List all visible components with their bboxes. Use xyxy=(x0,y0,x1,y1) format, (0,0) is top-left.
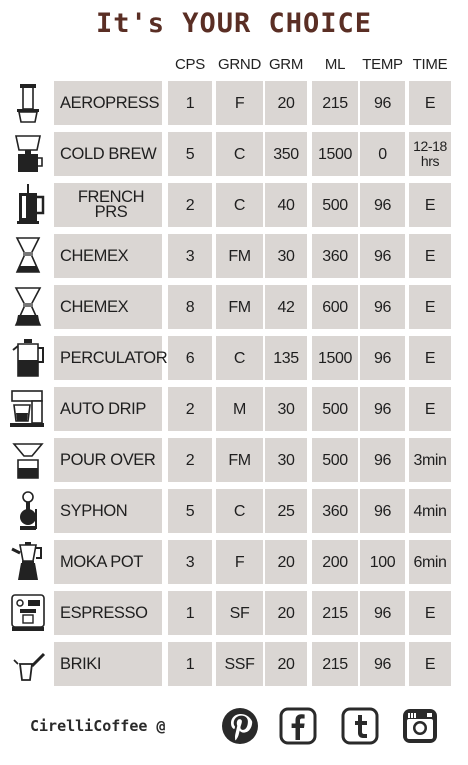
method-name: MOKA POT xyxy=(54,540,162,584)
cell-cps: 1 xyxy=(168,591,212,635)
cell-grm: 20 xyxy=(265,642,307,686)
cell-grnd: C xyxy=(216,132,263,176)
cell-temp: 96 xyxy=(360,81,405,125)
cell-cps: 2 xyxy=(168,438,212,482)
method-name: PERCULATOR xyxy=(54,336,162,380)
percolator-icon xyxy=(8,336,48,380)
cell-cps: 5 xyxy=(168,132,212,176)
page-title: It's YOUR CHOICE xyxy=(95,8,373,39)
cell-time: E xyxy=(409,81,451,125)
cell-grm: 20 xyxy=(265,540,307,584)
cell-time: E xyxy=(409,336,451,380)
cell-temp: 96 xyxy=(360,387,405,431)
cell-grnd: F xyxy=(216,540,263,584)
cell-grnd: C xyxy=(216,183,263,227)
auto-drip-icon xyxy=(8,387,48,431)
cell-grm: 20 xyxy=(265,591,307,635)
cell-temp: 96 xyxy=(360,642,405,686)
pinterest-icon[interactable] xyxy=(220,706,260,746)
cold-brew-icon xyxy=(8,132,48,176)
cell-temp: 96 xyxy=(360,438,405,482)
cell-cps: 6 xyxy=(168,336,212,380)
cell-temp: 96 xyxy=(360,183,405,227)
chemex-large-icon xyxy=(8,285,48,329)
cell-time: 6min xyxy=(409,540,451,584)
cell-ml: 360 xyxy=(312,489,358,533)
cell-ml: 215 xyxy=(312,642,358,686)
method-name: CHEMEX xyxy=(54,285,162,329)
column-header-grm: GRM xyxy=(268,56,304,73)
method-name: AUTO DRIP xyxy=(54,387,162,431)
cell-grm: 30 xyxy=(265,438,307,482)
cell-ml: 215 xyxy=(312,591,358,635)
cell-grnd: SSF xyxy=(216,642,263,686)
cell-cps: 2 xyxy=(168,183,212,227)
cell-cps: 3 xyxy=(168,234,212,278)
cell-grnd: C xyxy=(216,489,263,533)
cell-grnd: SF xyxy=(216,591,263,635)
cell-temp: 96 xyxy=(360,591,405,635)
cell-ml: 1500 xyxy=(312,132,358,176)
cell-cps: 2 xyxy=(168,387,212,431)
cell-grm: 42 xyxy=(265,285,307,329)
cell-cps: 3 xyxy=(168,540,212,584)
method-name: SYPHON xyxy=(54,489,162,533)
chemex-icon xyxy=(8,234,48,278)
espresso-icon xyxy=(8,591,48,635)
facebook-icon[interactable] xyxy=(278,706,318,746)
brand-handle: CirelliCoffee @ xyxy=(30,717,166,735)
cell-ml: 360 xyxy=(312,234,358,278)
cell-ml: 215 xyxy=(312,81,358,125)
cell-grnd: FM xyxy=(216,285,263,329)
cell-time: 12-18 hrs xyxy=(409,132,451,176)
cell-grnd: M xyxy=(216,387,263,431)
cell-cps: 8 xyxy=(168,285,212,329)
cell-ml: 500 xyxy=(312,387,358,431)
cell-grm: 135 xyxy=(265,336,307,380)
method-name: ESPRESSO xyxy=(54,591,162,635)
syphon-icon xyxy=(8,489,48,533)
cell-cps: 5 xyxy=(168,489,212,533)
cell-ml: 500 xyxy=(312,183,358,227)
cell-temp: 96 xyxy=(360,234,405,278)
cell-time: 3min xyxy=(409,438,451,482)
column-header-cps: CPS xyxy=(175,56,205,73)
column-header-temp: TEMP xyxy=(362,56,403,73)
cell-time: E xyxy=(409,642,451,686)
cell-temp: 100 xyxy=(360,540,405,584)
cell-temp: 96 xyxy=(360,285,405,329)
cell-grnd: F xyxy=(216,81,263,125)
moka-pot-icon xyxy=(8,540,48,584)
cell-grm: 30 xyxy=(265,234,307,278)
cell-grnd: FM xyxy=(216,438,263,482)
cell-time: E xyxy=(409,387,451,431)
cell-temp: 0 xyxy=(360,132,405,176)
cell-grm: 30 xyxy=(265,387,307,431)
cell-ml: 600 xyxy=(312,285,358,329)
cell-grm: 40 xyxy=(265,183,307,227)
tumblr-icon[interactable] xyxy=(340,706,380,746)
cell-grm: 350 xyxy=(265,132,307,176)
column-header-time: TIME xyxy=(412,56,448,73)
cell-temp: 96 xyxy=(360,336,405,380)
column-header-ml: ML xyxy=(324,56,346,73)
method-name: CHEMEX xyxy=(54,234,162,278)
cell-ml: 1500 xyxy=(312,336,358,380)
method-name: AEROPRESS xyxy=(54,81,162,125)
french-press-icon xyxy=(8,183,48,227)
cell-time: 4min xyxy=(409,489,451,533)
method-name: POUR OVER xyxy=(54,438,162,482)
cell-grnd: C xyxy=(216,336,263,380)
cell-temp: 96 xyxy=(360,489,405,533)
column-header-grnd: GRND xyxy=(218,56,261,73)
cell-grnd: FM xyxy=(216,234,263,278)
pour-over-icon xyxy=(8,438,48,482)
cell-time: E xyxy=(409,591,451,635)
cell-time: E xyxy=(409,183,451,227)
method-name: BRIKI xyxy=(54,642,162,686)
cell-cps: 1 xyxy=(168,642,212,686)
cell-cps: 1 xyxy=(168,81,212,125)
instagram-icon[interactable] xyxy=(400,706,440,746)
cell-ml: 500 xyxy=(312,438,358,482)
aeropress-icon xyxy=(8,81,48,125)
cell-ml: 200 xyxy=(312,540,358,584)
cell-time: E xyxy=(409,285,451,329)
method-name: COLD BREW xyxy=(54,132,162,176)
cell-grm: 20 xyxy=(265,81,307,125)
method-name: FRENCH PRS xyxy=(54,183,162,227)
cell-time: E xyxy=(409,234,451,278)
cell-grm: 25 xyxy=(265,489,307,533)
briki-icon xyxy=(8,642,48,686)
